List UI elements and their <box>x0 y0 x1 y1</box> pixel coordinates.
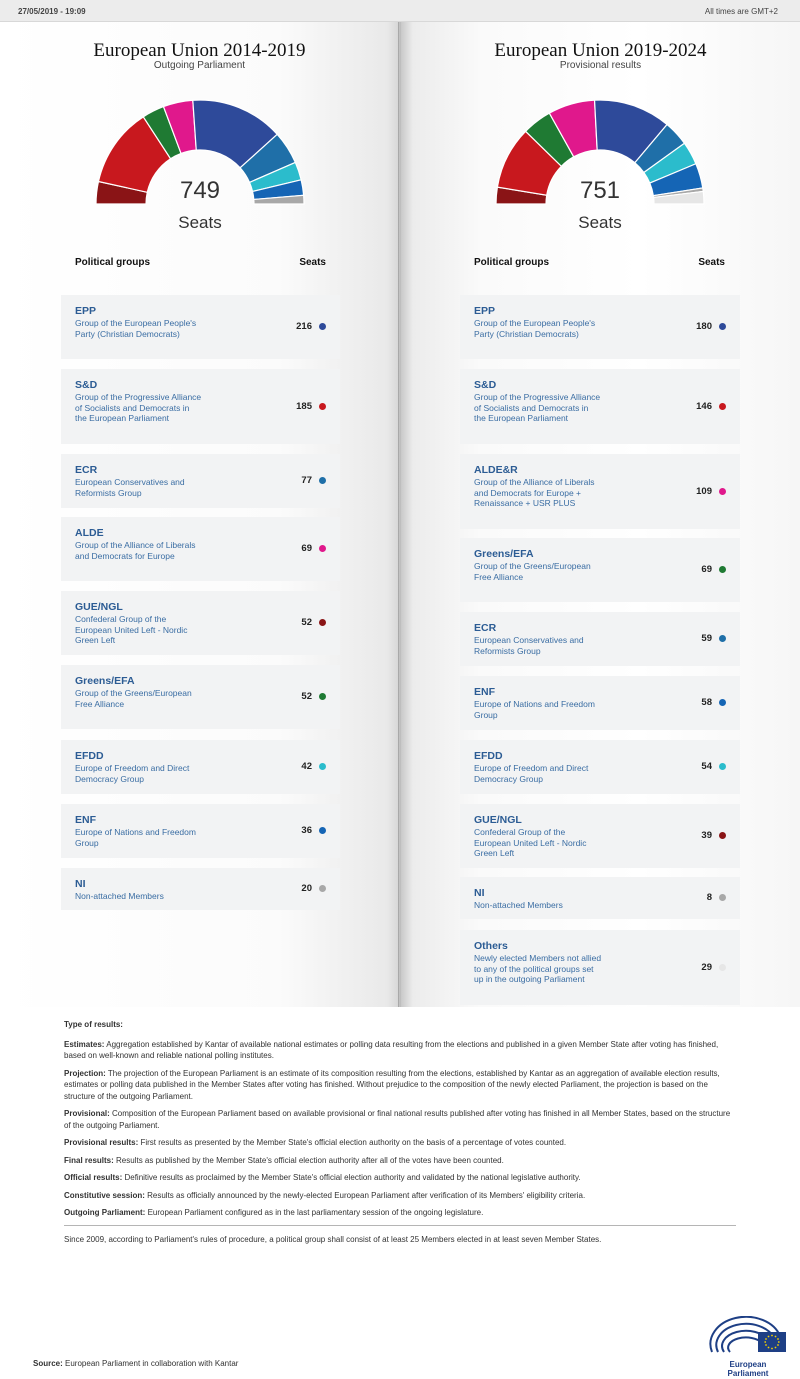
group-full-name: Group of the Greens/European Free Alliance <box>75 688 192 709</box>
logo-label: European Parliament <box>727 1360 769 1378</box>
divider <box>64 1225 736 1226</box>
group-card <box>460 676 740 730</box>
group-color-dot <box>319 403 326 410</box>
panel-2014-2019 <box>0 22 399 1007</box>
table-header <box>474 257 725 271</box>
note-item <box>64 1108 736 1131</box>
panel-subtitle: Provisional results <box>559 60 642 71</box>
group-seat-count: 8 <box>706 892 712 903</box>
parliament-logo-icon <box>708 1316 788 1360</box>
group-card <box>61 804 340 858</box>
group-color-dot <box>719 894 726 901</box>
group-full-name: Group of the European People's Party (Christian Democrats) <box>474 318 596 339</box>
group-color-dot <box>319 545 326 552</box>
note-term: Final results: <box>64 1155 114 1165</box>
note-definition: Aggregation established by Kantar of available national estimates or polling data resulting from the elections and published in a given Member State after voting has finished, based on well-known and reliable national polling institutes. <box>64 1039 719 1060</box>
panel-title: European Union 2014-2019 <box>93 40 306 61</box>
group-full-name: Group of the Alliance of Liberals and Democrats for Europe <box>75 540 196 561</box>
group-abbreviation: EPP <box>75 305 97 317</box>
note-definition: Composition of the European Parliament based on available provisional or final national results published after voting has finished in all Member States, based on the structure of the outgoing Parliament. <box>64 1109 731 1130</box>
group-seat-count: 216 <box>296 321 312 332</box>
note-term: Estimates: <box>64 1039 105 1049</box>
header-seats: Seats <box>698 257 725 268</box>
group-seat-count: 180 <box>696 321 712 332</box>
group-abbreviation: GUE/NGL <box>474 814 522 826</box>
group-color-dot <box>319 693 326 700</box>
group-seat-count: 36 <box>301 825 312 836</box>
group-abbreviation: GUE/NGL <box>75 601 123 613</box>
group-color-dot <box>319 885 326 892</box>
group-abbreviation: ECR <box>474 622 497 634</box>
group-card <box>460 369 740 444</box>
group-abbreviation: ALDE <box>75 527 104 539</box>
note-item <box>64 1068 736 1103</box>
group-card <box>460 295 740 359</box>
group-full-name: Europe of Nations and Freedom Group <box>474 699 595 720</box>
group-color-dot <box>719 964 726 971</box>
timestamp: 27/05/2019 - 19:09 <box>18 7 86 16</box>
group-card <box>460 612 740 666</box>
group-seat-count: 109 <box>696 485 712 497</box>
group-color-dot <box>719 403 726 410</box>
group-abbreviation: S&D <box>474 379 497 391</box>
table-header <box>75 257 326 271</box>
seats-total: 751 <box>579 177 621 204</box>
group-abbreviation: ECR <box>75 464 98 476</box>
panel-2019-2024 <box>401 22 800 1007</box>
group-seat-count: 39 <box>701 830 712 841</box>
group-card <box>460 538 740 602</box>
note-item <box>64 1190 736 1202</box>
group-abbreviation: NI <box>474 887 485 899</box>
group-color-dot <box>719 699 726 706</box>
group-seat-count: 69 <box>701 564 712 575</box>
group-abbreviation: Others <box>474 940 508 952</box>
group-seat-count: 59 <box>701 633 712 644</box>
group-abbreviation: EFDD <box>474 750 503 762</box>
group-full-name: Group of the Alliance of Liberals and Democrats for Europe + Renaissance + USR PLUS <box>474 477 595 508</box>
group-full-name: Group of the Progressive Alliance of Socialists and Democrats in the European Parliament <box>474 392 601 423</box>
group-color-dot <box>719 323 726 330</box>
group-abbreviation: S&D <box>75 379 98 391</box>
source-line <box>33 1359 238 1368</box>
group-abbreviation: NI <box>75 878 86 890</box>
group-full-name: European Conservatives and Reformists Group <box>75 477 185 498</box>
note-definition: Definitive results as proclaimed by the Member State's official election authority and validated by the national legislative authority. <box>122 1173 581 1182</box>
note-item <box>64 1137 736 1149</box>
group-color-dot <box>719 566 726 573</box>
note-item <box>64 1039 736 1062</box>
top-bar <box>0 0 800 22</box>
group-full-name: European Conservatives and Reformists Group <box>474 635 584 656</box>
group-seat-count: 77 <box>301 475 312 486</box>
timezone-note: All times are GMT+2 <box>704 7 778 16</box>
seats-label: Seats <box>178 213 222 232</box>
notes-list <box>64 1039 736 1219</box>
group-seat-count: 185 <box>296 400 312 412</box>
group-card <box>61 295 340 359</box>
note-term: Official results: <box>64 1173 123 1182</box>
note-item <box>64 1172 736 1184</box>
note-definition: European Parliament configured as in the last parliamentary session of the ongoing legislature. <box>145 1208 484 1217</box>
note-definition: Results as officially announced by the newly-elected European Parliament after verification of its Members' eligibility criteria. <box>144 1190 586 1200</box>
group-full-name: Group of the European People's Party (Christian Democrats) <box>75 318 197 339</box>
group-card <box>61 517 340 581</box>
group-seat-count: 29 <box>701 961 712 973</box>
group-seat-count: 20 <box>301 883 312 894</box>
group-seat-count: 69 <box>301 543 312 554</box>
header-political-groups: Political groups <box>75 257 151 268</box>
group-card <box>460 740 740 794</box>
note-item <box>64 1155 736 1167</box>
group-card <box>61 740 340 794</box>
group-full-name: Group of the Progressive Alliance of Socialists and Democrats in the European Parliament <box>75 392 202 423</box>
seats-total: 749 <box>179 177 221 204</box>
group-abbreviation: ENF <box>75 814 96 826</box>
source-text: European Parliament in collaboration with Kantar <box>62 1359 239 1368</box>
header-seats: Seats <box>299 257 326 268</box>
group-card <box>460 804 740 868</box>
group-abbreviation: EPP <box>474 305 496 317</box>
note-term: Projection: <box>64 1068 106 1078</box>
group-color-dot <box>719 763 726 770</box>
group-abbreviation: EFDD <box>75 750 104 762</box>
group-full-name: Europe of Nations and Freedom Group <box>75 827 196 848</box>
group-full-name: Confederal Group of the European United Left - Nordic Green Left <box>75 614 188 645</box>
group-card <box>460 930 740 1005</box>
notes-footnote: Since 2009, according to Parliament's rules of procedure, a political group shall consist of at least 25 Members elected in at least seven Member States. <box>64 1234 602 1244</box>
source-label: Source: <box>33 1359 63 1368</box>
group-seat-count: 42 <box>301 761 312 772</box>
group-card <box>61 591 340 655</box>
group-card <box>61 868 340 910</box>
note-item <box>64 1207 736 1219</box>
group-seat-count: 52 <box>301 617 312 628</box>
group-color-dot <box>319 619 326 626</box>
group-color-dot <box>319 763 326 770</box>
notes-title: Type of results: <box>64 1020 123 1029</box>
group-color-dot <box>719 635 726 642</box>
note-term: Provisional: <box>64 1109 110 1118</box>
group-full-name: Non-attached Members <box>474 900 563 910</box>
group-seat-count: 54 <box>701 761 712 772</box>
group-full-name: Newly elected Members not allied to any of the political groups set up in the outgoing Parliament <box>474 953 602 984</box>
note-term: Outgoing Parliament: <box>64 1208 146 1217</box>
group-abbreviation: ALDE&R <box>474 464 518 476</box>
results-notes <box>64 1019 736 1245</box>
group-card <box>460 454 740 529</box>
group-card <box>61 369 340 444</box>
note-definition: Results as published by the Member State's official election authority after all of the votes have been counted. <box>113 1155 504 1165</box>
panel-title: European Union 2019-2024 <box>494 40 707 61</box>
group-seat-count: 146 <box>696 400 712 412</box>
group-full-name: Europe of Freedom and Direct Democracy Group <box>75 763 190 784</box>
group-color-dot <box>319 323 326 330</box>
group-seat-count: 58 <box>701 697 712 708</box>
note-definition: First results as presented by the Member State's official election authority on the basis of a percentage of votes counted. <box>138 1138 567 1147</box>
group-card <box>61 665 340 729</box>
group-color-dot <box>719 488 726 495</box>
group-full-name: Group of the Greens/European Free Alliance <box>474 561 591 582</box>
note-definition: The projection of the European Parliament is an estimate of its composition resulting from the elections, established by Kantar as an aggregation of available election results, estimates or polling data published in the Member States after voting has finished. Without prejudice to the composition of the newly elected Parliament, the projection is based on the structure of the outgoing Parliament. <box>64 1068 720 1101</box>
group-full-name: Europe of Freedom and Direct Democracy Group <box>474 763 589 784</box>
group-abbreviation: Greens/EFA <box>474 548 534 560</box>
panel-subtitle: Outgoing Parliament <box>153 60 246 71</box>
group-card <box>61 454 340 508</box>
note-term: Constitutive session: <box>64 1190 145 1200</box>
group-abbreviation: ENF <box>474 686 495 698</box>
group-abbreviation: Greens/EFA <box>75 675 135 687</box>
group-color-dot <box>719 832 726 839</box>
group-full-name: Confederal Group of the European United Left - Nordic Green Left <box>474 827 587 858</box>
header-political-groups: Political groups <box>474 257 550 268</box>
group-full-name: Non-attached Members <box>75 891 164 901</box>
group-color-dot <box>319 477 326 484</box>
group-color-dot <box>319 827 326 834</box>
note-term: Provisional results: <box>64 1138 139 1147</box>
seats-label: Seats <box>578 213 622 232</box>
group-seat-count: 52 <box>301 691 312 702</box>
european-parliament-logo <box>708 1316 788 1378</box>
group-card <box>460 877 740 919</box>
